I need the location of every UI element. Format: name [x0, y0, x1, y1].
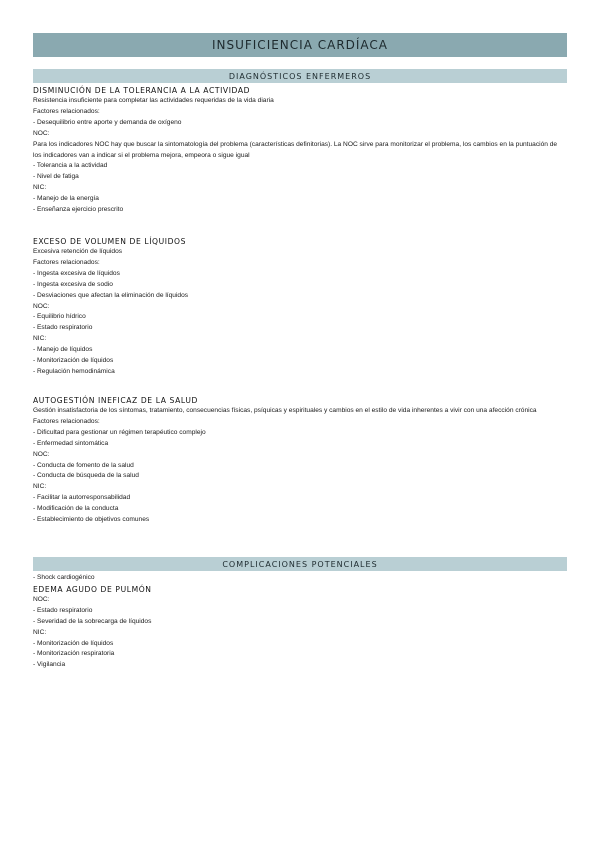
text-line: NOC:	[33, 302, 50, 310]
text-line: - Establecimiento de objetivos comunes	[33, 516, 150, 524]
section-exceso-volumen	[33, 236, 567, 378]
text-line: NOC:	[33, 595, 50, 603]
text-line: - Monitorización de líquidos	[33, 357, 114, 365]
text-line: NOC:	[33, 450, 50, 458]
text-line: NIC:	[33, 335, 47, 343]
diagnosticos-heading: DIAGNÓSTICOS ENFERMEROS	[228, 71, 372, 81]
text-line: - Manejo de líquidos	[33, 346, 93, 354]
text-line: - Manejo de la energía	[33, 195, 99, 203]
text-line: Resistencia insuficiente para completar las actividades requeridas de la vida diaria	[33, 97, 274, 104]
text-line: - Facilitar la autorresponsabilidad	[33, 494, 131, 502]
text-line: - Monitorización respiratoria	[33, 650, 115, 658]
text-line: - Equilibrio hídrico	[33, 313, 86, 321]
section-complicaciones	[33, 573, 567, 671]
text-line: Excesiva retención de líquidos	[33, 248, 123, 255]
text-line: - Nivel de fatiga	[33, 173, 79, 181]
text-line: - Vigilancia	[33, 661, 66, 669]
text-line: NIC:	[33, 628, 47, 636]
text-line: NIC:	[33, 184, 47, 192]
complicaciones-heading: COMPLICACIONES POTENCIALES	[222, 559, 378, 569]
text-line: - Severidad de la sobrecarga de líquidos	[33, 617, 152, 625]
text-line: - Modificación de la conducta	[33, 505, 119, 513]
text-line: - Ingesta excesiva de líquidos	[33, 269, 120, 277]
text-line: Factores relacionados:	[33, 258, 100, 266]
text-line: Factores relacionados:	[33, 107, 100, 115]
text-line: - Desequilibrio entre aporte y demanda de oxígeno	[33, 118, 182, 126]
text-line: - Dificultad para gestionar un régimen terapéutico complejo	[33, 428, 206, 436]
text-line: - Desviaciones que afectan la eliminación de líquidos	[33, 291, 189, 299]
text-line: - Shock cardiogénico	[33, 574, 95, 581]
page-title: INSUFICIENCIA CARDÍACA	[211, 38, 389, 52]
section-tolerancia-actividad	[33, 85, 567, 216]
section-heading: AUTOGESTIÓN INEFICAZ DE LA SALUD	[33, 396, 198, 405]
text-line: - Monitorización de líquidos	[33, 639, 114, 647]
text-line: - Tolerancia a la actividad	[33, 162, 108, 170]
diagnosticos-banner	[33, 69, 567, 83]
text-line: - Conducta de fomento de la salud	[33, 461, 134, 469]
text-line: - Estado respiratorio	[33, 606, 93, 614]
text-line: NIC:	[33, 483, 47, 491]
text-line: Para los indicadores NOC hay que buscar la sintomatología del problema (características definitorias). La NOC sirve para monitorizar el problema, los cambios en la puntuación de los indicadores van a indicar si el problema mejora, empeora o sigue igual	[33, 140, 558, 159]
section-heading: EXCESO DE VOLUMEN DE LÍQUIDOS	[33, 237, 187, 246]
complicaciones-banner	[33, 557, 567, 571]
section-autogestion-ineficaz	[33, 395, 567, 526]
text-line: Factores relacionados:	[33, 417, 100, 425]
text-line: - Ingesta excesiva de sodio	[33, 280, 113, 288]
section-heading: DISMINUCIÓN DE LA TOLERANCIA A LA ACTIVIDAD	[33, 86, 251, 95]
text-line: - Conducta de búsqueda de la salud	[33, 472, 139, 480]
title-banner	[33, 33, 567, 57]
text-line: - Enfermedad sintomática	[33, 439, 109, 447]
text-line: - Regulación hemodinámica	[33, 367, 115, 375]
text-line: - Enseñanza ejercicio prescrito	[33, 206, 124, 214]
text-line: NOC:	[33, 129, 50, 137]
text-line: Gestión insatisfactoria de los síntomas, tratamiento, consecuencias físicas, psíquicas y espirituales y cambios en el estilo de vida inherentes a vivir con una afección crónica	[33, 407, 537, 414]
text-line: - Estado respiratorio	[33, 324, 93, 332]
section-heading: EDEMA AGUDO DE PULMÓN	[33, 584, 152, 594]
